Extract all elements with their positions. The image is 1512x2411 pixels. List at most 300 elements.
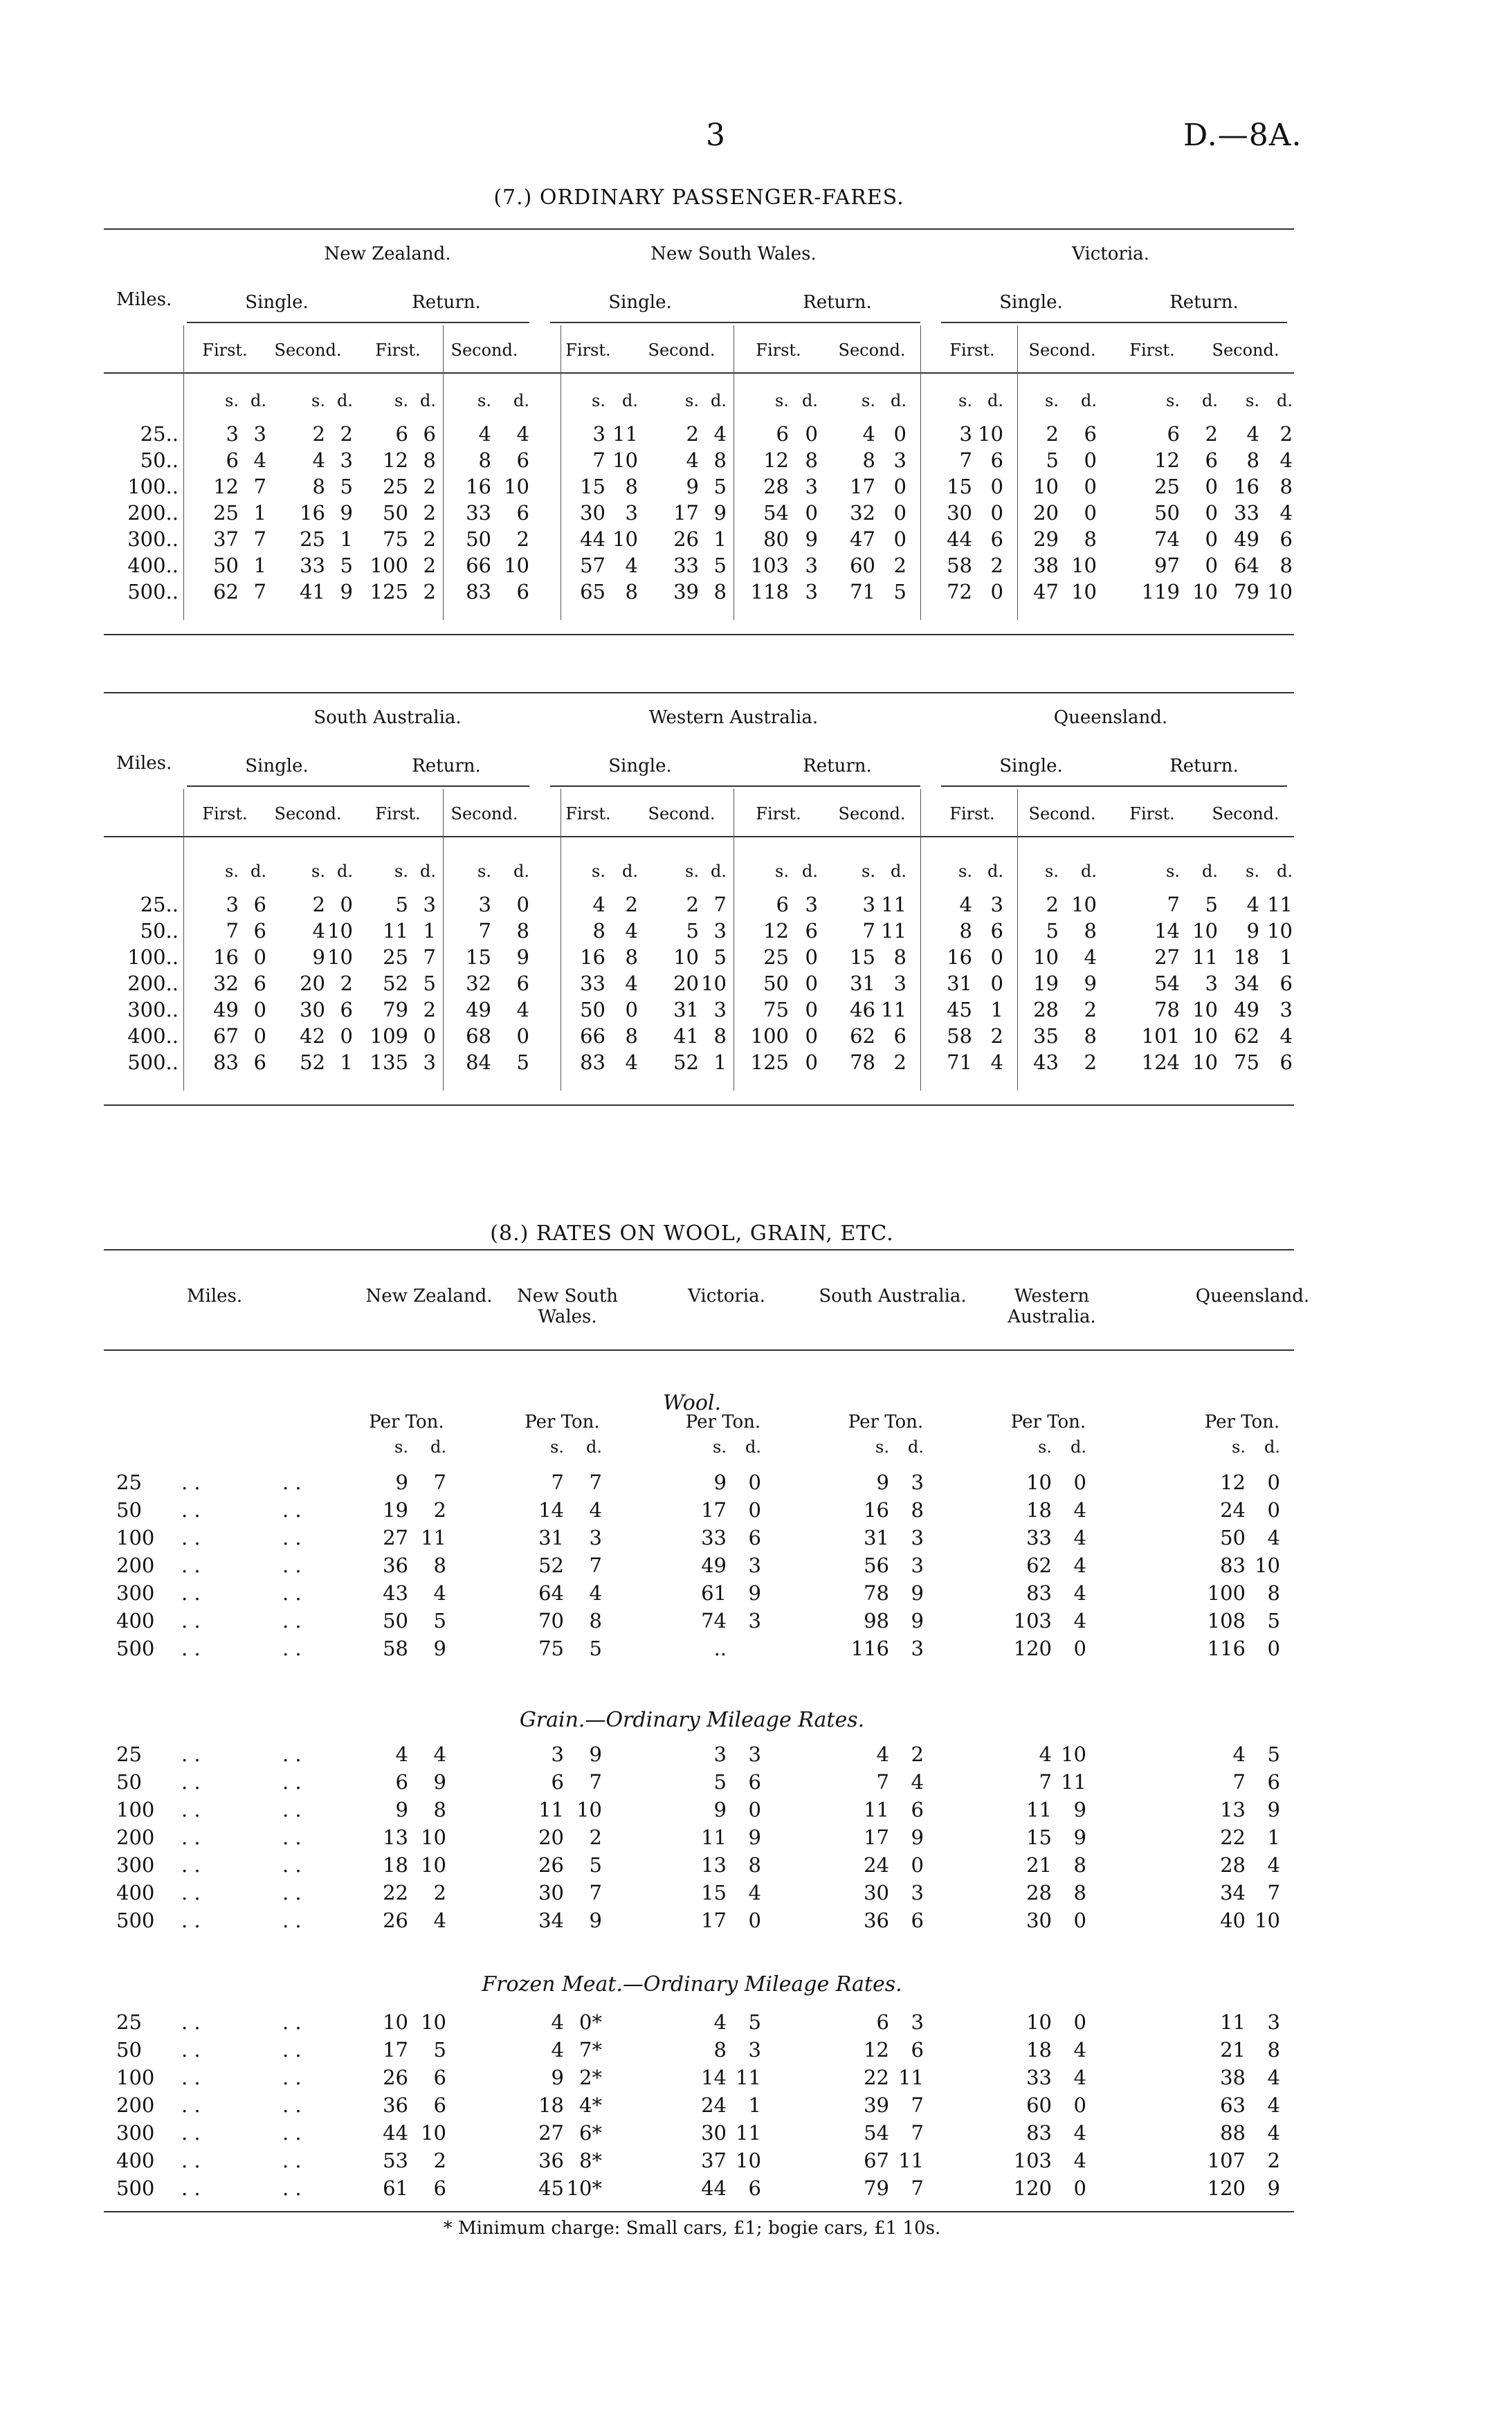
frozen-meat-dots-b-4: . . [282, 2121, 302, 2145]
nz-nsw-vic-cell-3-3: 9 [340, 501, 353, 525]
grain-cell-3-3: 2 [589, 1826, 602, 1849]
nz-nsw-vic-sub-rule-2 [941, 322, 1287, 323]
frozen-meat-cell-6-0: 61 [383, 2176, 408, 2200]
wool-unit-d-3: d. [908, 1437, 924, 1457]
wool-cell-0-7: 3 [911, 1471, 924, 1494]
sa-wa-qld-cell-3-19: 9 [1084, 972, 1097, 995]
sa-wa-qld-unit-22: s. [1246, 862, 1259, 881]
nz-nsw-vic-cell-2-8: 15 [580, 475, 605, 498]
sa-wa-qld-sub-rule-1 [550, 785, 920, 787]
nz-nsw-vic-unit-9: d. [622, 391, 638, 410]
nz-nsw-vic-cell-1-0: 6 [226, 448, 239, 472]
frozen-meat-cell-3-10: 63 [1220, 2093, 1246, 2117]
frozen-meat-cell-2-5: 11 [736, 2066, 761, 2089]
sa-wa-qld-cell-0-9: 2 [625, 893, 638, 916]
sa-wa-qld-cell-2-1: 0 [253, 945, 266, 969]
grain-cell-0-3: 9 [589, 1743, 602, 1766]
frozen-meat-cell-3-6: 39 [864, 2093, 889, 2117]
wool-cell-6-8: 120 [1013, 1637, 1052, 1660]
wool-cell-2-1: 11 [421, 1526, 446, 1549]
sa-wa-qld-cell-0-7: 0 [516, 893, 529, 916]
nz-nsw-vic-unit-3: d. [337, 391, 353, 410]
frozen-meat-cell-6-9: 0 [1073, 2176, 1086, 2200]
nz-nsw-vic-cell-0-20: 6 [1167, 422, 1180, 446]
grain-cell-1-8: 7 [1039, 1770, 1052, 1794]
grain-cell-5-4: 15 [701, 1881, 727, 1904]
grain-cell-5-11: 7 [1267, 1881, 1280, 1904]
sa-wa-qld-cell-2-14: 15 [850, 945, 875, 969]
wool-dots-a-6: . . [181, 1637, 201, 1660]
grain-cell-1-11: 6 [1267, 1770, 1280, 1794]
wool-dots-b-4: . . [282, 1581, 302, 1605]
nz-nsw-vic-class-label-1: Second. [274, 340, 342, 360]
sa-wa-qld-cell-5-16: 58 [947, 1024, 972, 1048]
sa-wa-qld-cell-5-14: 62 [850, 1024, 875, 1048]
wool-cell-6-2: 75 [538, 1637, 564, 1660]
nz-nsw-vic-cell-6-22: 79 [1234, 580, 1259, 603]
sa-wa-qld-cell-4-6: 49 [466, 998, 491, 1021]
sa-wa-qld-unit-0: s. [225, 862, 239, 881]
nz-nsw-vic-cell-3-18: 20 [1033, 501, 1059, 525]
wool-cell-2-6: 31 [864, 1526, 889, 1549]
sa-wa-qld-class-label-3: Second. [450, 804, 518, 824]
nz-nsw-vic-cell-2-22: 16 [1234, 475, 1259, 498]
nz-nsw-vic-class-label-3: Second. [450, 340, 518, 360]
frozen-meat-dots-b-1: . . [282, 2038, 302, 2062]
sa-wa-qld-divider-4 [920, 789, 921, 1091]
nz-nsw-vic-miles-3: 200.. [127, 501, 179, 525]
wool-unit-d-4: d. [1071, 1437, 1086, 1457]
wool-cell-4-1: 4 [433, 1581, 446, 1605]
section-8-header-rule [104, 1349, 1294, 1351]
wool-dots-b-0: . . [282, 1471, 302, 1494]
nz-nsw-vic-cell-5-4: 100 [370, 554, 408, 577]
frozen-meat-cell-0-7: 3 [911, 2010, 924, 2034]
sa-wa-qld-cell-0-2: 2 [312, 893, 325, 916]
nz-nsw-vic-cell-0-11: 4 [713, 422, 727, 446]
nz-nsw-vic-cell-0-15: 0 [893, 422, 907, 446]
sa-wa-qld-cell-6-0: 83 [213, 1050, 239, 1074]
section-7-title: (7.) ORDINARY PASSENGER-FARES. [493, 185, 904, 210]
frozen-meat-cell-6-4: 44 [701, 2176, 727, 2200]
wool-unit-d-5: d. [1264, 1437, 1280, 1457]
frozen-meat-dots-b-5: . . [282, 2149, 302, 2172]
frozen-meat-cell-6-8: 120 [1013, 2176, 1052, 2200]
grain-miles-0: 25 [116, 1743, 142, 1766]
sa-wa-qld-cell-5-13: 0 [805, 1024, 818, 1048]
grain-cell-6-8: 30 [1026, 1909, 1052, 1932]
wool-cell-3-7: 3 [911, 1554, 924, 1577]
nz-nsw-vic-cell-1-19: 0 [1084, 448, 1097, 472]
sa-wa-qld-miles-5: 400.. [127, 1024, 179, 1048]
sa-wa-qld-unit-1: d. [251, 862, 266, 881]
wool-cell-0-3: 7 [589, 1471, 602, 1494]
sa-wa-qld-cell-4-16: 45 [947, 998, 972, 1021]
sa-wa-qld-cell-3-10: 20 [673, 972, 699, 995]
frozen-meat-cell-5-2: 36 [538, 2149, 564, 2172]
grain-cell-4-5: 8 [748, 1853, 761, 1877]
sa-wa-qld-cell-2-21: 11 [1192, 945, 1218, 969]
nz-nsw-vic-cell-4-18: 29 [1033, 527, 1059, 551]
sa-wa-qld-unit-21: d. [1202, 862, 1218, 881]
sa-wa-qld-cell-3-8: 33 [580, 972, 605, 995]
nz-nsw-vic-divider-1 [443, 325, 444, 620]
frozen-meat-miles-5: 400 [116, 2149, 155, 2172]
grain-cell-5-9: 8 [1073, 1881, 1086, 1904]
wool-cell-2-5: 6 [748, 1526, 761, 1549]
sa-wa-qld-cell-0-0: 3 [226, 893, 239, 916]
wool-cell-6-6: 116 [850, 1637, 889, 1660]
wool-cell-5-10: 108 [1207, 1609, 1246, 1632]
nz-nsw-vic-cell-5-10: 33 [673, 554, 699, 577]
frozen-meat-cell-0-6: 6 [876, 2010, 889, 2034]
nz-nsw-vic-unit-22: s. [1246, 391, 1259, 410]
frozen-meat-cell-4-1: 10 [421, 2121, 446, 2145]
wool-cell-1-11: 0 [1267, 1498, 1280, 1522]
grain-cell-5-6: 30 [864, 1881, 889, 1904]
wool-cell-1-8: 18 [1026, 1498, 1052, 1522]
nz-nsw-vic-unit-19: d. [1081, 391, 1097, 410]
section-8-top-rule [104, 1249, 1294, 1250]
nz-nsw-vic-cell-6-5: 2 [423, 580, 436, 603]
sa-wa-qld-cell-1-2: 4 [312, 919, 325, 943]
sa-wa-qld-cell-6-6: 84 [466, 1050, 491, 1074]
nz-nsw-vic-cell-5-3: 5 [340, 554, 353, 577]
nz-nsw-vic-cell-6-9: 8 [625, 580, 638, 603]
nz-nsw-vic-cell-0-6: 4 [478, 422, 491, 446]
wool-cell-0-0: 9 [395, 1471, 408, 1494]
nz-nsw-vic-cell-5-1: 1 [253, 554, 266, 577]
sa-wa-qld-cell-3-4: 52 [383, 972, 408, 995]
sa-wa-qld-cell-1-10: 5 [686, 919, 699, 943]
sa-wa-qld-cell-1-4: 11 [383, 919, 408, 943]
grain-cell-0-0: 4 [395, 1743, 408, 1766]
sa-wa-qld-cell-2-2: 9 [312, 945, 325, 969]
nz-nsw-vic-cell-5-14: 60 [850, 554, 875, 577]
wool-cell-3-10: 83 [1220, 1554, 1246, 1577]
sa-wa-qld-cell-1-22: 9 [1246, 919, 1259, 943]
nz-nsw-vic-unit-2: s. [311, 391, 325, 410]
sa-wa-qld-cell-4-1: 0 [253, 998, 266, 1021]
grain-miles-3: 200 [116, 1826, 155, 1849]
wool-unit-d-0: d. [430, 1437, 446, 1457]
sa-wa-qld-cell-3-15: 3 [893, 972, 907, 995]
wool-unit-s-0: s. [394, 1437, 408, 1457]
grain-cell-4-4: 13 [701, 1853, 727, 1877]
wool-miles-0: 25 [116, 1471, 142, 1494]
grain-dots-a-0: . . [181, 1743, 201, 1766]
wool-dots-b-6: . . [282, 1637, 302, 1660]
grain-dots-b-1: . . [282, 1770, 302, 1794]
nz-nsw-vic-unit-13: d. [802, 391, 818, 410]
wool-cell-4-10: 100 [1207, 1581, 1246, 1605]
sa-wa-qld-miles-2: 100.. [127, 945, 179, 969]
nz-nsw-vic-cell-4-20: 74 [1154, 527, 1180, 551]
frozen-meat-cell-3-11: 4 [1267, 2093, 1280, 2117]
nz-nsw-vic-cell-1-3: 3 [340, 448, 353, 472]
frozen-meat-cell-4-6: 54 [864, 2121, 889, 2145]
wool-cell-0-5: 0 [748, 1471, 761, 1494]
nz-nsw-vic-cell-4-0: 37 [213, 527, 239, 551]
wool-miles-1: 50 [116, 1498, 142, 1522]
nz-nsw-vic-cell-6-7: 6 [516, 580, 529, 603]
sa-wa-qld-cell-6-11: 1 [713, 1050, 727, 1074]
sa-wa-qld-cell-6-23: 6 [1279, 1050, 1293, 1074]
wool-cell-0-10: 12 [1220, 1471, 1246, 1494]
sa-wa-qld-cell-2-15: 8 [893, 945, 907, 969]
sa-wa-qld-return-label-1: Return. [803, 756, 872, 776]
nz-nsw-vic-cell-4-23: 6 [1279, 527, 1293, 551]
frozen-meat-cell-3-4: 24 [701, 2093, 727, 2117]
grain-dots-a-5: . . [181, 1881, 201, 1904]
nz-nsw-vic-cell-0-0: 3 [226, 422, 239, 446]
nz-nsw-vic-cell-1-10: 4 [686, 448, 699, 472]
sa-wa-qld-cell-4-19: 2 [1084, 998, 1097, 1021]
sa-wa-qld-divider-5 [1017, 789, 1018, 1091]
sa-wa-qld-cell-0-20: 7 [1167, 893, 1180, 916]
nz-nsw-vic-cell-1-15: 3 [893, 448, 907, 472]
sa-wa-qld-cell-6-9: 4 [625, 1050, 638, 1074]
nz-nsw-vic-sub-rule-1 [550, 322, 920, 323]
nz-nsw-vic-cell-5-23: 8 [1279, 554, 1293, 577]
nz-nsw-vic-cell-4-6: 50 [466, 527, 491, 551]
sa-wa-qld-cell-2-8: 16 [580, 945, 605, 969]
wool-cell-2-10: 50 [1220, 1526, 1246, 1549]
wool-cell-0-9: 0 [1073, 1471, 1086, 1494]
nz-nsw-vic-cell-4-8: 44 [580, 527, 605, 551]
grain-cell-0-8: 4 [1039, 1743, 1052, 1766]
wool-cell-3-6: 56 [864, 1554, 889, 1577]
sa-wa-qld-cell-0-1: 6 [253, 893, 266, 916]
frozen-meat-cell-5-10: 107 [1207, 2149, 1246, 2172]
wool-dots-a-3: . . [181, 1554, 201, 1577]
wool-per-ton-2: Per Ton. [685, 1412, 761, 1432]
sa-wa-qld-cell-3-7: 6 [516, 972, 529, 995]
nz-nsw-vic-bottom-rule [104, 634, 1294, 635]
frozen-meat-dots-a-4: . . [181, 2121, 201, 2145]
nz-nsw-vic-colony-0: New Zealand. [324, 244, 451, 264]
grain-cell-6-9: 0 [1073, 1909, 1086, 1932]
sa-wa-qld-cell-4-9: 0 [625, 998, 638, 1021]
grain-cell-0-10: 4 [1232, 1743, 1246, 1766]
nz-nsw-vic-cell-6-11: 8 [713, 580, 727, 603]
frozen-meat-cell-5-5: 10 [736, 2149, 761, 2172]
nz-nsw-vic-cell-5-22: 64 [1234, 554, 1259, 577]
sa-wa-qld-cell-0-4: 5 [395, 893, 408, 916]
sa-wa-qld-cell-3-1: 6 [253, 972, 266, 995]
wool-cell-4-9: 4 [1073, 1581, 1086, 1605]
sa-wa-qld-cell-4-5: 2 [423, 998, 436, 1021]
sa-wa-qld-cell-2-16: 16 [947, 945, 972, 969]
nz-nsw-vic-cell-3-15: 0 [893, 501, 907, 525]
sa-wa-qld-cell-4-13: 0 [805, 998, 818, 1021]
nz-nsw-vic-cell-6-0: 62 [213, 580, 239, 603]
grain-cell-6-7: 6 [911, 1909, 924, 1932]
sa-wa-qld-class-label-2: First. [375, 804, 421, 824]
wool-cell-3-5: 3 [748, 1554, 761, 1577]
nz-nsw-vic-cell-5-21: 0 [1205, 554, 1218, 577]
sa-wa-qld-class-label-1: Second. [274, 804, 342, 824]
nz-nsw-vic-unit-11: d. [711, 391, 727, 410]
sa-wa-qld-cell-0-16: 4 [959, 893, 972, 916]
sa-wa-qld-cell-5-17: 2 [990, 1024, 1003, 1048]
wool-dots-a-0: . . [181, 1471, 201, 1494]
grain-cell-5-1: 2 [433, 1881, 446, 1904]
wool-cell-5-1: 5 [433, 1609, 446, 1632]
grain-cell-5-8: 28 [1026, 1881, 1052, 1904]
wool-dots-a-1: . . [181, 1498, 201, 1522]
grain-cell-2-2: 11 [538, 1798, 564, 1821]
wool-cell-4-8: 83 [1026, 1581, 1052, 1605]
nz-nsw-vic-sub-rule-0 [187, 322, 529, 323]
wool-dots-a-2: . . [181, 1526, 201, 1549]
sa-wa-qld-unit-4: s. [394, 862, 408, 881]
nz-nsw-vic-cell-3-20: 50 [1154, 501, 1180, 525]
wool-cell-4-3: 4 [589, 1581, 602, 1605]
nz-nsw-vic-cell-4-16: 44 [947, 527, 972, 551]
nz-nsw-vic-class-label-8: First. [949, 340, 995, 360]
sa-wa-qld-cell-1-8: 8 [592, 919, 605, 943]
nz-nsw-vic-cell-5-13: 3 [805, 554, 818, 577]
frozen-meat-cell-1-7: 6 [911, 2038, 924, 2062]
wool-cell-1-6: 16 [864, 1498, 889, 1522]
nz-nsw-vic-cell-5-16: 58 [947, 554, 972, 577]
nz-nsw-vic-cell-4-22: 49 [1234, 527, 1259, 551]
wool-cell-6-7: 3 [911, 1637, 924, 1660]
grain-cell-3-1: 10 [421, 1826, 446, 1849]
nz-nsw-vic-cell-0-19: 6 [1084, 422, 1097, 446]
grain-cell-3-8: 15 [1026, 1826, 1052, 1849]
sa-wa-qld-cell-3-22: 34 [1234, 972, 1259, 995]
nz-nsw-vic-return-label-0: Return. [412, 292, 481, 313]
frozen-meat-cell-4-0: 44 [383, 2121, 408, 2145]
wool-cell-4-0: 43 [383, 1581, 408, 1605]
nz-nsw-vic-cell-4-13: 9 [805, 527, 818, 551]
wool-cell-5-11: 5 [1267, 1609, 1280, 1632]
nz-nsw-vic-cell-5-7: 10 [504, 554, 529, 577]
frozen-meat-cell-5-8: 103 [1013, 2149, 1052, 2172]
sa-wa-qld-cell-2-0: 16 [213, 945, 239, 969]
nz-nsw-vic-cell-0-8: 3 [592, 422, 605, 446]
sa-wa-qld-cell-5-1: 0 [253, 1024, 266, 1048]
grain-cell-6-3: 9 [589, 1909, 602, 1932]
sa-wa-qld-class-label-0: First. [202, 804, 248, 824]
frozen-meat-cell-2-2: 9 [551, 2066, 564, 2089]
sa-wa-qld-header-rule [104, 836, 1294, 837]
nz-nsw-vic-unit-21: d. [1202, 391, 1218, 410]
grain-cell-1-0: 6 [395, 1770, 408, 1794]
sa-wa-qld-unit-19: d. [1081, 862, 1097, 881]
nz-nsw-vic-cell-6-18: 47 [1033, 580, 1059, 603]
grain-cell-2-1: 8 [433, 1798, 446, 1821]
frozen-meat-cell-0-0: 10 [383, 2010, 408, 2034]
frozen-meat-cell-1-4: 8 [713, 2038, 727, 2062]
nz-nsw-vic-cell-2-11: 5 [713, 475, 727, 498]
sa-wa-qld-cell-4-14: 46 [850, 998, 875, 1021]
sa-wa-qld-cell-3-18: 19 [1033, 972, 1059, 995]
sa-wa-qld-cell-2-13: 0 [805, 945, 818, 969]
frozen-meat-cell-0-10: 11 [1220, 2010, 1246, 2034]
nz-nsw-vic-cell-0-10: 2 [686, 422, 699, 446]
nz-nsw-vic-cell-4-14: 47 [850, 527, 875, 551]
sa-wa-qld-cell-1-0: 7 [226, 919, 239, 943]
wool-cell-4-11: 8 [1267, 1581, 1280, 1605]
nz-nsw-vic-cell-4-11: 1 [713, 527, 727, 551]
sa-wa-qld-cell-1-18: 5 [1046, 919, 1059, 943]
sa-wa-qld-cell-4-22: 49 [1234, 998, 1259, 1021]
sa-wa-qld-cell-6-16: 71 [947, 1050, 972, 1074]
nz-nsw-vic-cell-4-2: 25 [300, 527, 325, 551]
frozen-meat-cell-4-7: 7 [911, 2121, 924, 2145]
wool-cell-3-2: 52 [538, 1554, 564, 1577]
frozen-meat-cell-5-4: 37 [701, 2149, 727, 2172]
frozen-meat-cell-2-8: 33 [1026, 2066, 1052, 2089]
nz-nsw-vic-cell-2-23: 8 [1279, 475, 1293, 498]
nz-nsw-vic-unit-17: d. [987, 391, 1003, 410]
nz-nsw-vic-cell-5-12: 103 [750, 554, 789, 577]
grain-cell-5-5: 4 [748, 1881, 761, 1904]
grain-cell-0-4: 3 [713, 1743, 727, 1766]
nz-nsw-vic-cell-1-23: 4 [1279, 448, 1293, 472]
sa-wa-qld-cell-2-4: 25 [383, 945, 408, 969]
nz-nsw-vic-cell-3-17: 0 [990, 501, 1003, 525]
frozen-meat-cell-3-7: 7 [911, 2093, 924, 2117]
grain-miles-2: 100 [116, 1798, 155, 1821]
frozen-meat-cell-3-1: 6 [433, 2093, 446, 2117]
grain-cell-6-4: 17 [701, 1909, 727, 1932]
sa-wa-qld-cell-4-8: 50 [580, 998, 605, 1021]
sa-wa-qld-cell-5-15: 6 [893, 1024, 907, 1048]
nz-nsw-vic-cell-5-17: 2 [990, 554, 1003, 577]
grain-cell-4-0: 18 [383, 1853, 408, 1877]
frozen-meat-cell-5-1: 2 [433, 2149, 446, 2172]
sa-wa-qld-colony-0: South Australia. [313, 707, 462, 728]
nz-nsw-vic-cell-1-13: 8 [805, 448, 818, 472]
wool-cell-1-7: 8 [911, 1498, 924, 1522]
frozen-meat-cell-5-0: 53 [383, 2149, 408, 2172]
frozen-meat-cell-3-0: 36 [383, 2093, 408, 2117]
sa-wa-qld-single-label-0: Single. [245, 756, 309, 776]
wool-cell-1-3: 4 [589, 1498, 602, 1522]
nz-nsw-vic-colony-1: New South Wales. [650, 244, 817, 264]
sa-wa-qld-single-label-2: Single. [999, 756, 1063, 776]
sa-wa-qld-cell-1-7: 8 [516, 919, 529, 943]
sa-wa-qld-unit-14: s. [862, 862, 875, 881]
frozen-meat-cell-0-9: 0 [1073, 2010, 1086, 2034]
frozen-meat-cell-1-2: 4 [551, 2038, 564, 2062]
page-number: 3 [706, 118, 725, 153]
nz-nsw-vic-cell-3-16: 30 [947, 501, 972, 525]
wool-per-ton-0: Per Ton. [369, 1412, 444, 1432]
nz-nsw-vic-cell-6-15: 5 [893, 580, 907, 603]
frozen-meat-dots-a-1: . . [181, 2038, 201, 2062]
nz-nsw-vic-cell-6-1: 7 [253, 580, 266, 603]
sa-wa-qld-cell-6-2: 52 [300, 1050, 325, 1074]
frozen-meat-cell-2-10: 38 [1220, 2066, 1246, 2089]
nz-nsw-vic-miles-4: 300.. [127, 527, 179, 551]
sa-wa-qld-cell-1-9: 4 [625, 919, 638, 943]
sa-wa-qld-cell-5-12: 100 [750, 1024, 789, 1048]
nz-nsw-vic-cell-0-2: 2 [312, 422, 325, 446]
wool-dots-b-5: . . [282, 1609, 302, 1632]
sa-wa-qld-cell-3-11: 10 [701, 972, 727, 995]
nz-nsw-vic-cell-3-1: 1 [253, 501, 266, 525]
sa-wa-qld-cell-6-22: 75 [1234, 1050, 1259, 1074]
sa-wa-qld-cell-6-4: 135 [370, 1050, 408, 1074]
sa-wa-qld-class-label-9: Second. [1028, 804, 1096, 824]
grain-cell-2-10: 13 [1220, 1798, 1246, 1821]
frozen-meat-cell-4-10: 88 [1220, 2121, 1246, 2145]
